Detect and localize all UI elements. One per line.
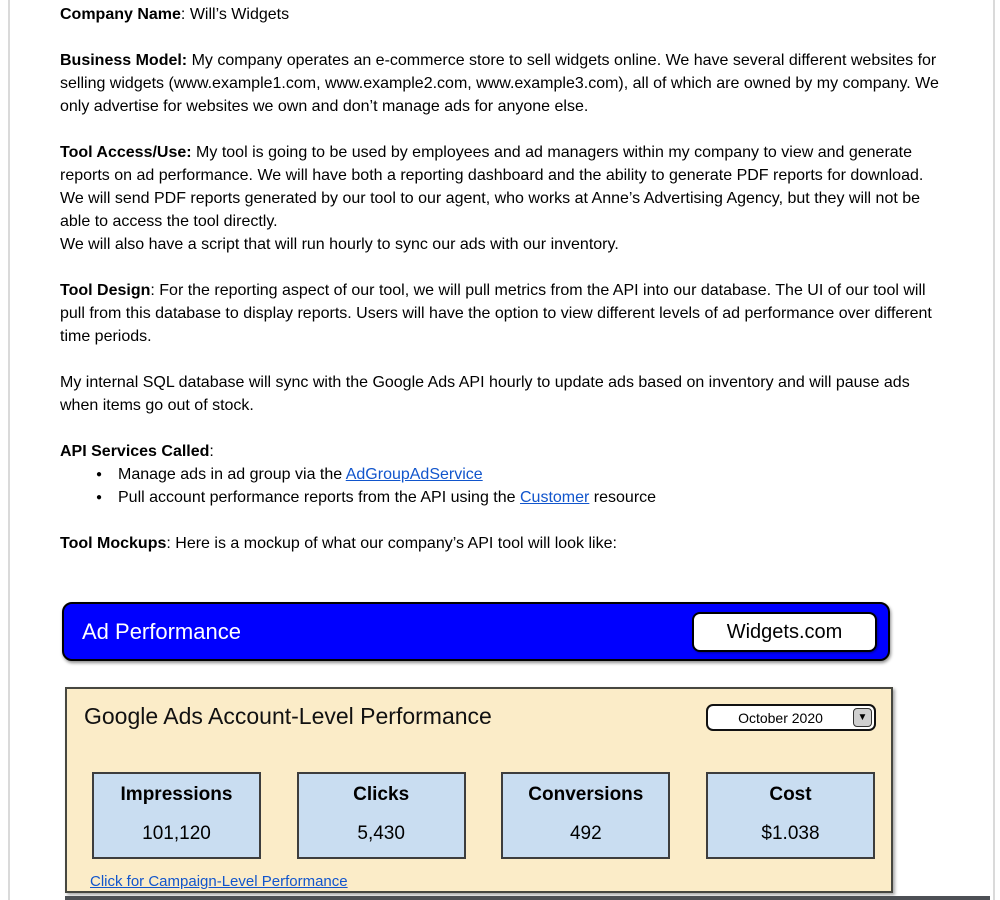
- account-performance-panel: [65, 687, 893, 893]
- document-body: [60, 3, 940, 555]
- body-text: We will also have a script that will run hourly to sync our ads with our inventory.: [60, 236, 619, 253]
- label-bold-text: Tool Mockups: [60, 535, 167, 552]
- label-bold-text: Tool Design: [60, 282, 151, 299]
- body-text: :: [209, 443, 214, 460]
- date-range-value: October 2020: [738, 709, 823, 726]
- paragraph: [60, 3, 940, 26]
- body-text: resource: [589, 489, 657, 506]
- paragraph: [60, 141, 940, 233]
- body-text: Pull account performance reports from the API using the: [118, 489, 520, 506]
- paragraph: [60, 371, 940, 417]
- body-text: My internal SQL database will sync with the Google Ads API hourly to update ads based on inventory and will pause ads when items go out of stock.: [60, 374, 910, 414]
- body-text: : Here is a mockup of what our company’s API tool will look like:: [166, 535, 617, 552]
- label-bold-text: Company Name: [60, 6, 181, 23]
- bullet-text: [118, 486, 940, 509]
- metric-card-cost: [706, 772, 875, 859]
- body-text: : Will’s Widgets: [180, 6, 290, 23]
- bullet-icon: ●: [96, 492, 103, 503]
- next-section-strip: [65, 896, 990, 900]
- page-left-edge: [8, 0, 10, 900]
- label-bold-text: API Services Called: [60, 443, 210, 460]
- bullet-text: [118, 463, 940, 486]
- metric-label: Impressions: [120, 784, 233, 805]
- metric-card-impressions: [92, 772, 261, 859]
- metric-card-clicks: [297, 772, 466, 859]
- metric-value: $1.038: [761, 823, 820, 844]
- body-text: Manage ads in ad group via the: [118, 466, 346, 483]
- page-right-edge: [993, 0, 995, 900]
- paragraph: [60, 233, 940, 256]
- campaign-level-link[interactable]: Click for Campaign-Level Performance: [90, 873, 348, 890]
- metric-label: Cost: [769, 784, 812, 805]
- bullet-icon: ●: [96, 469, 103, 480]
- panel-title: Google Ads Account-Level Performance: [84, 703, 492, 729]
- mockup-app-title: Ad Performance: [82, 618, 241, 644]
- metric-cards-row: [92, 772, 875, 859]
- mockup-header-bar: [62, 602, 890, 661]
- bullet-item: [60, 486, 940, 509]
- bullet-item: [60, 463, 940, 486]
- paragraph: [60, 440, 940, 463]
- body-text: My company operates an e-commerce store to sell widgets online. We have several different websites for selling widgets (www.example1.com, www.example2.com, www.example3.com), all of which are owned by my company. We only advertise for websites we own and don’t manage ads for anyone else.: [60, 52, 939, 115]
- site-selector-button[interactable]: Widgets.com: [692, 612, 877, 652]
- body-text: My tool is going to be used by employees and ad managers within my company to view and generate reports on ad performance. We will have both a reporting dashboard and the ability to generate PDF reports for download. We will send PDF reports generated by our tool to our agent, who works at Anne’s Advertising Agency, but they will not be able to access the tool directly.: [60, 144, 924, 230]
- doc-link[interactable]: Customer: [519, 489, 590, 506]
- paragraph: [60, 279, 940, 348]
- label-bold-text: Business Model:: [60, 52, 188, 69]
- paragraph: [60, 532, 940, 555]
- paragraph: [60, 49, 940, 118]
- metric-label: Clicks: [353, 784, 410, 805]
- doc-link[interactable]: AdGroupAdService: [345, 466, 483, 483]
- date-range-dropdown[interactable]: [706, 704, 876, 731]
- body-text: : For the reporting aspect of our tool, we will pull metrics from the API into our database. The UI of our tool will pull from this database to display reports. Users will have the option to view different levels of ad performance over different time periods.: [60, 282, 932, 345]
- chevron-down-icon[interactable]: ▼: [853, 708, 872, 727]
- metric-label: Conversions: [528, 784, 644, 805]
- metric-value: 492: [569, 823, 602, 844]
- metric-value: 5,430: [357, 823, 405, 844]
- label-bold-text: Tool Access/Use:: [60, 144, 192, 161]
- metric-card-conversions: [501, 772, 670, 859]
- metric-value: 101,120: [142, 823, 211, 844]
